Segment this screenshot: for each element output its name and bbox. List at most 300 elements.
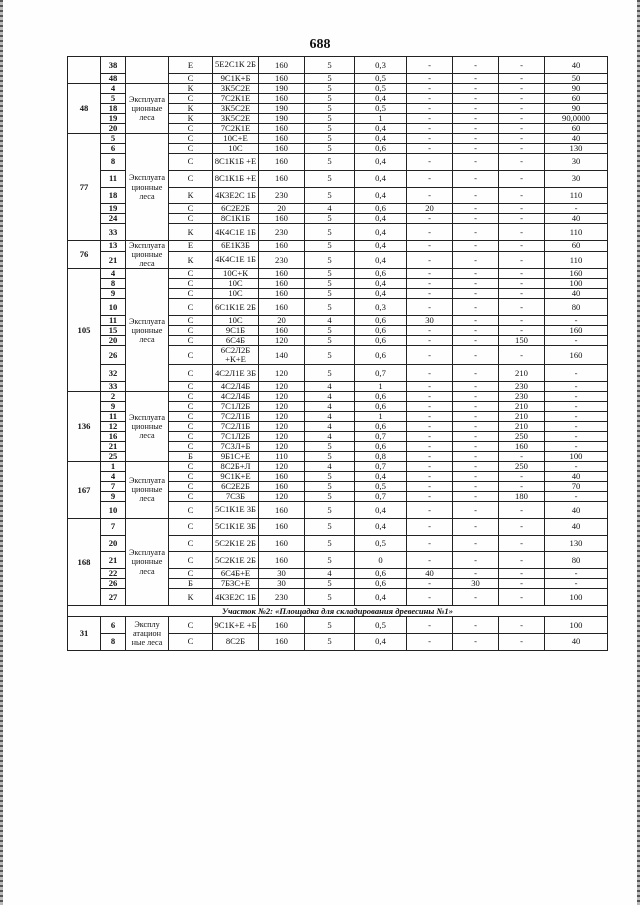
value-6: - — [499, 472, 545, 482]
value-3: 0,6 — [355, 143, 407, 153]
value-3: 1 — [355, 113, 407, 123]
species-composition: 8С1К1Б +Е — [213, 170, 259, 187]
section-number: 1 — [101, 462, 126, 472]
value-7: 100 — [545, 279, 608, 289]
species-composition: 3К5С2Е — [213, 83, 259, 93]
section-number: 48 — [101, 73, 126, 83]
value-1: 20 — [259, 204, 305, 214]
category: К — [169, 187, 213, 204]
value-6: 210 — [499, 411, 545, 421]
value-7: 40 — [545, 502, 608, 519]
block-number — [68, 57, 101, 84]
block-number: 168 — [68, 518, 101, 605]
value-3: 0,4 — [355, 153, 407, 170]
value-2: 5 — [305, 93, 355, 103]
page-number: 688 — [309, 37, 331, 52]
species-composition: 6С4Б — [213, 336, 259, 346]
category: С — [169, 204, 213, 214]
value-6: 210 — [499, 365, 545, 382]
block-number: 105 — [68, 269, 101, 392]
value-1: 160 — [259, 502, 305, 519]
category: С — [169, 502, 213, 519]
value-4: - — [407, 346, 453, 365]
value-3: 0,6 — [355, 346, 407, 365]
value-4: - — [407, 589, 453, 606]
value-4: - — [407, 401, 453, 411]
site-heading-row — [68, 606, 608, 617]
value-1: 120 — [259, 431, 305, 441]
value-4: - — [407, 462, 453, 472]
value-6: - — [499, 535, 545, 552]
value-5: - — [453, 552, 499, 569]
value-7: 40 — [545, 57, 608, 74]
value-4: - — [407, 336, 453, 346]
category: С — [169, 492, 213, 502]
value-5: - — [453, 411, 499, 421]
value-6: - — [499, 123, 545, 133]
species-composition: 7С1Л2Б — [213, 431, 259, 441]
forest-use-type: Эксплуата ционные леса — [126, 241, 169, 269]
value-1: 30 — [259, 579, 305, 589]
value-7: - — [545, 411, 608, 421]
value-5: - — [453, 431, 499, 441]
value-4: - — [407, 123, 453, 133]
category: С — [169, 269, 213, 279]
value-5: - — [453, 502, 499, 519]
category: С — [169, 482, 213, 492]
species-composition: 9С1К+Е — [213, 472, 259, 482]
section-number: 18 — [101, 187, 126, 204]
value-3: 0,6 — [355, 204, 407, 214]
value-7: 110 — [545, 187, 608, 204]
category: С — [169, 617, 213, 634]
value-3: 0,8 — [355, 452, 407, 462]
value-2: 5 — [305, 143, 355, 153]
section-number: 9 — [101, 492, 126, 502]
value-7: 90,0000 — [545, 113, 608, 123]
block-number: 48 — [68, 83, 101, 133]
value-6: - — [499, 502, 545, 519]
category: С — [169, 143, 213, 153]
value-5: - — [453, 336, 499, 346]
value-3: 0,4 — [355, 224, 407, 241]
value-4: - — [407, 241, 453, 251]
value-5: - — [453, 442, 499, 452]
value-1: 160 — [259, 518, 305, 535]
value-1: 120 — [259, 442, 305, 452]
table-row — [68, 133, 608, 143]
section-number: 20 — [101, 336, 126, 346]
value-6: - — [499, 83, 545, 93]
species-composition: 10С — [213, 316, 259, 326]
value-5: - — [453, 224, 499, 241]
value-1: 20 — [259, 316, 305, 326]
value-2: 5 — [305, 269, 355, 279]
section-number: 18 — [101, 103, 126, 113]
value-2: 5 — [305, 299, 355, 316]
species-composition: 8С1К1Б +Е — [213, 153, 259, 170]
value-5: - — [453, 299, 499, 316]
species-composition: 4К3Е2С 1Б — [213, 589, 259, 606]
forest-use-type: Эксплуата ционные леса — [126, 133, 169, 240]
species-composition: 9Б1С+Е — [213, 452, 259, 462]
value-7: - — [545, 579, 608, 589]
value-7: - — [545, 381, 608, 391]
value-3: 0,6 — [355, 401, 407, 411]
category: С — [169, 391, 213, 401]
category: Б — [169, 452, 213, 462]
value-2: 5 — [305, 442, 355, 452]
block-number: 77 — [68, 133, 101, 240]
value-5: - — [453, 472, 499, 482]
value-7: - — [545, 431, 608, 441]
value-7: - — [545, 316, 608, 326]
value-5: - — [453, 492, 499, 502]
value-3: 0,5 — [355, 482, 407, 492]
value-6: - — [499, 73, 545, 83]
value-1: 160 — [259, 326, 305, 336]
forest-stand-table — [67, 56, 608, 651]
section-number: 20 — [101, 123, 126, 133]
value-4: - — [407, 442, 453, 452]
value-4: - — [407, 279, 453, 289]
value-5: - — [453, 187, 499, 204]
value-2: 4 — [305, 381, 355, 391]
category: С — [169, 518, 213, 535]
value-7: 40 — [545, 518, 608, 535]
value-2: 5 — [305, 289, 355, 299]
value-7: - — [545, 421, 608, 431]
value-4: - — [407, 170, 453, 187]
value-5: - — [453, 204, 499, 214]
value-6: - — [499, 589, 545, 606]
value-1: 160 — [259, 214, 305, 224]
value-6: 210 — [499, 421, 545, 431]
value-4: - — [407, 617, 453, 634]
species-composition: 7С2К1Е — [213, 123, 259, 133]
value-3: 0,4 — [355, 518, 407, 535]
value-4: - — [407, 535, 453, 552]
value-2: 5 — [305, 224, 355, 241]
value-3: 0,6 — [355, 326, 407, 336]
value-3: 0,4 — [355, 279, 407, 289]
species-composition: 7С3Л+Б — [213, 442, 259, 452]
value-4: - — [407, 552, 453, 569]
table-row — [68, 57, 608, 74]
value-1: 160 — [259, 279, 305, 289]
value-7: 60 — [545, 241, 608, 251]
value-6: - — [499, 241, 545, 251]
value-2: 5 — [305, 346, 355, 365]
value-5: - — [453, 346, 499, 365]
species-composition: 8С2Б+Л — [213, 462, 259, 472]
value-3: 0,3 — [355, 57, 407, 74]
value-1: 190 — [259, 103, 305, 113]
value-4: - — [407, 289, 453, 299]
value-3: 0,6 — [355, 391, 407, 401]
value-1: 160 — [259, 269, 305, 279]
value-4: - — [407, 57, 453, 74]
value-5: - — [453, 83, 499, 93]
value-1: 120 — [259, 492, 305, 502]
species-composition: 5С1К1Е 3Б — [213, 518, 259, 535]
value-2: 5 — [305, 617, 355, 634]
value-6: 210 — [499, 401, 545, 411]
value-2: 5 — [305, 57, 355, 74]
forest-use-type: Эксплуата ционные леса — [126, 462, 169, 519]
value-3: 0,4 — [355, 589, 407, 606]
category: С — [169, 326, 213, 336]
value-5: - — [453, 316, 499, 326]
value-3: 0,4 — [355, 241, 407, 251]
value-3: 0,4 — [355, 472, 407, 482]
value-1: 160 — [259, 57, 305, 74]
value-7: 80 — [545, 552, 608, 569]
section-number: 27 — [101, 589, 126, 606]
section-number: 33 — [101, 381, 126, 391]
value-4: - — [407, 224, 453, 241]
value-6: 250 — [499, 431, 545, 441]
value-3: 0,4 — [355, 289, 407, 299]
section-number: 15 — [101, 326, 126, 336]
value-5: - — [453, 365, 499, 382]
category: К — [169, 103, 213, 113]
value-1: 160 — [259, 535, 305, 552]
value-1: 120 — [259, 401, 305, 411]
value-4: - — [407, 143, 453, 153]
value-6: - — [499, 57, 545, 74]
value-2: 5 — [305, 187, 355, 204]
category: С — [169, 316, 213, 326]
value-2: 5 — [305, 535, 355, 552]
value-3: 0,7 — [355, 431, 407, 441]
value-3: 1 — [355, 411, 407, 421]
value-3: 0,4 — [355, 633, 407, 650]
value-2: 4 — [305, 316, 355, 326]
value-7: 160 — [545, 326, 608, 336]
forest-use-type: Эксплуата ционные леса — [126, 83, 169, 133]
category: С — [169, 442, 213, 452]
section-number: 20 — [101, 535, 126, 552]
forest-use-type: Эксплу атацион ные леса — [126, 617, 169, 651]
value-7: 80 — [545, 299, 608, 316]
site-heading: Участок №2: «Площадка для складирования древесины №1» — [68, 606, 608, 617]
section-number: 4 — [101, 269, 126, 279]
value-1: 160 — [259, 143, 305, 153]
section-number: 10 — [101, 502, 126, 519]
value-4: - — [407, 492, 453, 502]
section-number: 11 — [101, 316, 126, 326]
value-4: 40 — [407, 569, 453, 579]
value-1: 160 — [259, 241, 305, 251]
table-row — [68, 391, 608, 401]
value-1: 30 — [259, 569, 305, 579]
value-3: 0,7 — [355, 462, 407, 472]
section-number: 26 — [101, 579, 126, 589]
value-4: - — [407, 299, 453, 316]
value-7: - — [545, 569, 608, 579]
value-2: 5 — [305, 482, 355, 492]
value-3: 0,5 — [355, 83, 407, 93]
value-1: 230 — [259, 589, 305, 606]
value-4: - — [407, 103, 453, 113]
value-5: - — [453, 73, 499, 83]
value-2: 5 — [305, 633, 355, 650]
section-number: 8 — [101, 153, 126, 170]
section-number: 21 — [101, 251, 126, 269]
section-number: 4 — [101, 83, 126, 93]
value-2: 5 — [305, 365, 355, 382]
species-composition: 3К5С2Е — [213, 113, 259, 123]
value-6: - — [499, 143, 545, 153]
forest-use-type — [126, 57, 169, 84]
value-3: 0,6 — [355, 579, 407, 589]
value-1: 120 — [259, 365, 305, 382]
value-1: 140 — [259, 346, 305, 365]
value-2: 5 — [305, 73, 355, 83]
value-5: - — [453, 391, 499, 401]
species-composition: 6Е1К3Б — [213, 241, 259, 251]
value-5: - — [453, 241, 499, 251]
value-7: 100 — [545, 452, 608, 462]
value-5: - — [453, 113, 499, 123]
value-1: 160 — [259, 289, 305, 299]
value-4: - — [407, 214, 453, 224]
table-row — [68, 518, 608, 535]
value-6: - — [499, 133, 545, 143]
value-7: 60 — [545, 123, 608, 133]
value-7: 90 — [545, 83, 608, 93]
value-2: 5 — [305, 326, 355, 336]
scan-left-edge — [0, 0, 3, 905]
section-number: 6 — [101, 143, 126, 153]
species-composition: 7С1Л2Б — [213, 401, 259, 411]
species-composition: 3К5С2Е — [213, 103, 259, 113]
category: С — [169, 411, 213, 421]
value-6: - — [499, 224, 545, 241]
value-2: 5 — [305, 336, 355, 346]
category: С — [169, 569, 213, 579]
value-5: - — [453, 633, 499, 650]
value-3: 1 — [355, 381, 407, 391]
category: С — [169, 153, 213, 170]
value-2: 4 — [305, 421, 355, 431]
category: С — [169, 633, 213, 650]
value-6: 230 — [499, 391, 545, 401]
value-2: 5 — [305, 153, 355, 170]
value-4: - — [407, 381, 453, 391]
value-1: 120 — [259, 336, 305, 346]
value-5: - — [453, 269, 499, 279]
value-6: - — [499, 346, 545, 365]
value-6: - — [499, 518, 545, 535]
value-6: - — [499, 113, 545, 123]
value-6: - — [499, 187, 545, 204]
value-2: 4 — [305, 411, 355, 421]
category: С — [169, 214, 213, 224]
value-1: 160 — [259, 617, 305, 634]
value-4: - — [407, 411, 453, 421]
value-5: - — [453, 401, 499, 411]
value-7: - — [545, 336, 608, 346]
species-composition: 7С2К1Е — [213, 93, 259, 103]
value-4: - — [407, 133, 453, 143]
category: С — [169, 431, 213, 441]
species-composition: 9С1Б — [213, 326, 259, 336]
value-6: - — [499, 289, 545, 299]
value-6: - — [499, 279, 545, 289]
value-3: 0,4 — [355, 214, 407, 224]
value-3: 0,5 — [355, 535, 407, 552]
value-4: - — [407, 472, 453, 482]
value-5: - — [453, 381, 499, 391]
value-3: 0,6 — [355, 421, 407, 431]
value-6: - — [499, 170, 545, 187]
section-number: 11 — [101, 170, 126, 187]
value-6: 230 — [499, 381, 545, 391]
value-5: - — [453, 133, 499, 143]
species-composition: 7С2Л1Б — [213, 421, 259, 431]
value-4: 30 — [407, 316, 453, 326]
value-4: - — [407, 83, 453, 93]
value-6: - — [499, 316, 545, 326]
value-4: - — [407, 153, 453, 170]
value-4: - — [407, 73, 453, 83]
value-6: - — [499, 633, 545, 650]
value-7: 40 — [545, 289, 608, 299]
species-composition: 5С2К1Е 2Б — [213, 552, 259, 569]
section-number: 12 — [101, 421, 126, 431]
value-7: - — [545, 391, 608, 401]
section-number: 21 — [101, 442, 126, 452]
value-4: - — [407, 113, 453, 123]
value-6: - — [499, 299, 545, 316]
value-1: 160 — [259, 170, 305, 187]
value-6: - — [499, 269, 545, 279]
value-1: 160 — [259, 482, 305, 492]
value-6: - — [499, 617, 545, 634]
section-number: 19 — [101, 204, 126, 214]
species-composition: 4К3Е2С 1Б — [213, 187, 259, 204]
value-7: 40 — [545, 472, 608, 482]
value-7: - — [545, 462, 608, 472]
value-6: - — [499, 204, 545, 214]
value-2: 5 — [305, 472, 355, 482]
value-7: 110 — [545, 224, 608, 241]
category: С — [169, 299, 213, 316]
category: Б — [169, 579, 213, 589]
value-1: 230 — [259, 251, 305, 269]
species-composition: 6С2Е2Б — [213, 204, 259, 214]
table-row — [68, 617, 608, 634]
value-4: - — [407, 452, 453, 462]
value-7: 40 — [545, 214, 608, 224]
value-3: 0,7 — [355, 492, 407, 502]
section-number: 13 — [101, 241, 126, 251]
value-6: 160 — [499, 442, 545, 452]
value-2: 5 — [305, 502, 355, 519]
species-composition: 4К4С1Е 1Б — [213, 224, 259, 241]
value-6: - — [499, 103, 545, 113]
value-7: 70 — [545, 482, 608, 492]
value-7: - — [545, 204, 608, 214]
category: Е — [169, 241, 213, 251]
table-row — [68, 241, 608, 251]
value-4: - — [407, 391, 453, 401]
section-number: 38 — [101, 57, 126, 74]
species-composition: 5Е2С1К 2Б — [213, 57, 259, 74]
value-4: - — [407, 502, 453, 519]
